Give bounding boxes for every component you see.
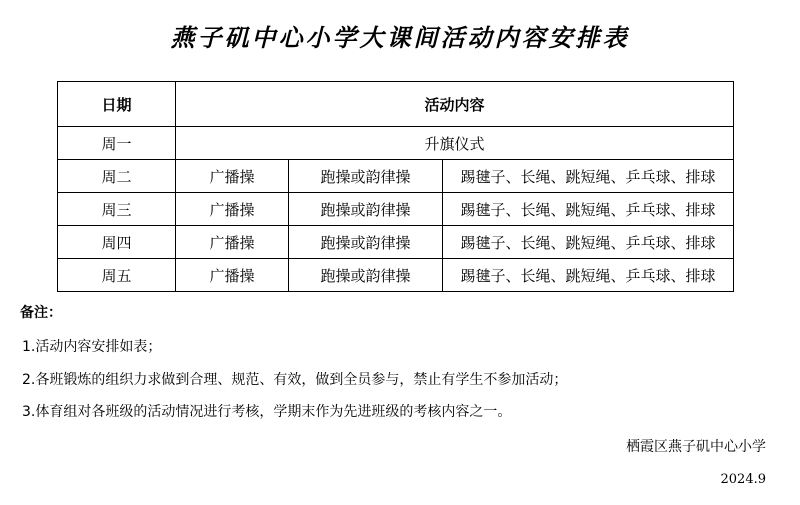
activity-cell: 广播操 — [176, 226, 289, 259]
activity-cell: 踢毽子、长绳、跳短绳、乒乓球、排球 — [443, 226, 734, 259]
activity-cell: 跑操或韵律操 — [289, 226, 443, 259]
header-date-cell: 日期 — [58, 82, 176, 127]
day-cell: 周四 — [58, 226, 176, 259]
document-date: 2024.9 — [720, 472, 766, 487]
schedule-table — [57, 81, 734, 292]
day-cell: 周一 — [58, 127, 176, 160]
notes-label: 备注： — [20, 305, 62, 321]
day-cell: 周二 — [58, 160, 176, 193]
activity-cell: 广播操 — [176, 259, 289, 292]
table-row — [58, 160, 734, 193]
activity-cell: 跑操或韵律操 — [289, 160, 443, 193]
activity-cell: 跑操或韵律操 — [289, 259, 443, 292]
table-row — [58, 127, 734, 160]
note-item-1: 1.活动内容安排如表； — [22, 339, 162, 355]
document-title: 燕子矶中心小学大课间活动内容安排表 — [170, 23, 630, 52]
table-row — [58, 226, 734, 259]
day-cell: 周三 — [58, 193, 176, 226]
activity-cell: 升旗仪式 — [176, 127, 734, 160]
day-cell: 周五 — [58, 259, 176, 292]
header-content-cell: 活动内容 — [176, 82, 734, 127]
activity-cell: 广播操 — [176, 193, 289, 226]
activity-cell: 跑操或韵律操 — [289, 193, 443, 226]
activity-cell: 踢毽子、长绳、跳短绳、乒乓球、排球 — [443, 259, 734, 292]
activity-cell: 广播操 — [176, 160, 289, 193]
table-row — [58, 193, 734, 226]
note-item-2: 2.各班锻炼的组织力求做到合理、规范、有效，做到全员参与，禁止有学生不参加活动； — [22, 372, 568, 388]
activity-cell: 踢毽子、长绳、跳短绳、乒乓球、排球 — [443, 193, 734, 226]
activity-cell: 踢毽子、长绳、跳短绳、乒乓球、排球 — [443, 160, 734, 193]
table-header-row — [58, 82, 734, 127]
table-row — [58, 259, 734, 292]
school-signature: 栖霞区燕子矶中心小学 — [626, 439, 766, 455]
note-item-3: 3.体育组对各班级的活动情况进行考核，学期末作为先进班级的考核内容之一。 — [22, 404, 512, 420]
